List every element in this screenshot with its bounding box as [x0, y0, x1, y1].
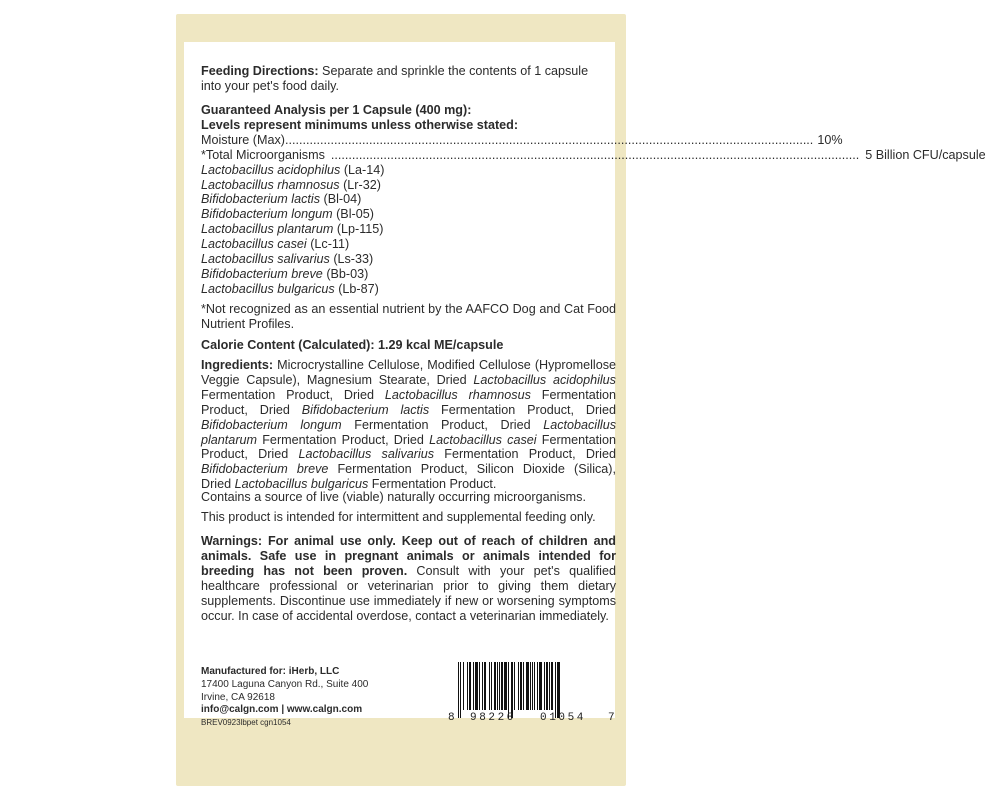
- ingredient-strain: Bifidobacterium lactis: [301, 402, 430, 417]
- feeding-text-line1: Separate and sprinkle the contents of 1 capsule: [318, 64, 589, 78]
- strain-code: (Ls-33): [333, 252, 374, 267]
- strain-code: (Bb-03): [326, 266, 369, 281]
- ingredients: [201, 358, 616, 492]
- strain-item: [201, 178, 616, 193]
- manufacturer-info: [201, 666, 441, 730]
- barcode-digits-group2: 01054: [540, 712, 587, 724]
- strain-name: Lactobacillus rhamnosus: [201, 177, 340, 192]
- ingredient-strain: Lactobacillus bulgaricus: [234, 477, 369, 492]
- strain-list: [201, 163, 616, 297]
- strain-item: [201, 282, 616, 297]
- ingredients-text: Fermentation Product, Dried: [434, 447, 616, 462]
- microorganisms-value: 5 Billion CFU/capsule: [865, 147, 986, 162]
- ingredient-strain: Lactobacillus acidophilus: [473, 372, 616, 387]
- upc-barcode: [448, 662, 618, 726]
- ingredient-strain: Lactobacillus casei: [429, 432, 537, 447]
- strain-item: [201, 252, 616, 267]
- strain-item: [201, 267, 616, 282]
- ingredients-text: Fermentation Product, Dried: [201, 387, 616, 417]
- dot-leader: .......................................................................................................................................................: [330, 147, 860, 162]
- strain-code: (Bl-04): [323, 192, 362, 207]
- strain-item: [201, 207, 616, 222]
- aafco-footnote: *Not recognized as an essential nutrient by the AAFCO Dog and Cat Food Nutrient Profiles.: [201, 302, 616, 331]
- manufacturer-address-line2: Irvine, CA 92618: [201, 691, 275, 703]
- moisture-label: Moisture (Max): [201, 132, 285, 147]
- feeding-text-line2: into your pet's food daily.: [201, 78, 339, 93]
- ingredients-text: Fermentation Product, Dried: [341, 417, 544, 432]
- strain-name: Lactobacillus casei: [201, 237, 307, 252]
- analysis-subtitle: Levels represent minimums unless otherwise stated:: [201, 117, 519, 132]
- strain-name: Lactobacillus salivarius: [201, 252, 330, 267]
- warnings: [201, 534, 616, 623]
- strain-name: Bifidobacterium lactis: [201, 192, 320, 207]
- feeding-use-note: This product is intended for intermittent and supplemental feeding only.: [201, 510, 596, 524]
- strain-item: [201, 222, 616, 237]
- strain-code: (Lb-87): [338, 281, 379, 296]
- ingredient-strain: Lactobacillus rhamnosus: [384, 387, 531, 402]
- barcode-bar: [560, 662, 561, 710]
- strain-name: Lactobacillus bulgaricus: [201, 281, 335, 296]
- ingredient-strain: Bifidobacterium breve: [201, 462, 329, 477]
- strain-code: (Lc-11): [310, 237, 350, 252]
- manufacturer-contact: info@calgn.com | www.calgn.com: [201, 704, 363, 716]
- ingredients-label: Ingredients:: [201, 358, 274, 372]
- ingredient-strain: Bifidobacterium longum: [201, 417, 342, 432]
- microorganisms-label: *Total Microorganisms: [201, 147, 325, 162]
- ingredient-strain: Lactobacillus plantarum: [201, 417, 616, 447]
- barcode-bars: [458, 662, 604, 710]
- ingredients-text: Fermentation Product.: [368, 477, 497, 492]
- moisture-row: [201, 132, 843, 148]
- warnings-bold: Warnings: For animal use only. Keep out of reach of children and animals. Safe use in pregnant animals or animals intended for breeding has not been proven.: [201, 534, 616, 578]
- moisture-value: 10%: [817, 132, 843, 147]
- live-microorganisms-note: Contains a source of live (viable) naturally occurring microorganisms.: [201, 490, 586, 504]
- barcode-digit-first: 8: [448, 712, 458, 724]
- feeding-directions: [201, 64, 616, 94]
- strain-name: Lactobacillus plantarum: [201, 222, 334, 237]
- feeding-label: Feeding Directions:: [201, 64, 319, 78]
- manufacturer-address-line1: 17400 Laguna Canyon Rd., Suite 400: [201, 678, 369, 690]
- dot-leader: .......................................................................................................................................................: [284, 132, 814, 147]
- ingredients-text: Fermentation Product, Silicon Dioxide (Silica), Dried: [201, 462, 616, 492]
- strain-item: [201, 192, 616, 207]
- calorie-content: Calorie Content (Calculated): 1.29 kcal ME/capsule: [201, 338, 504, 352]
- lot-code: BREV0923lbpet cgn1054: [201, 718, 291, 728]
- strain-code: (Bl-05): [336, 207, 374, 222]
- barcode-digit-last: 7: [608, 712, 618, 724]
- strain-name: Bifidobacterium breve: [201, 266, 323, 281]
- strain-code: (La-14): [343, 162, 385, 177]
- ingredients-text: Fermentation Product, Dried: [429, 402, 616, 417]
- analysis-title: Guaranteed Analysis per 1 Capsule (400 mg):: [201, 103, 472, 117]
- ingredients-text: Fermentation Product, Dried: [201, 432, 616, 462]
- barcode-digits-group1: 98220: [470, 712, 517, 724]
- warnings-text: Consult with your pet's qualified healthcare professional or veterinarian prior to giving them dietary supplements. Discontinue use immediately if new or worsening symptoms occur. In case of accidental overdose, contact a veterinarian immediately.: [201, 563, 616, 623]
- ingredients-text: Fermentation Product, Dried: [201, 387, 385, 402]
- microorganisms-row: [201, 147, 986, 163]
- strain-code: (Lp-115): [336, 222, 384, 237]
- ingredients-text: Fermentation Product, Dried: [257, 432, 430, 447]
- ingredient-strain: Lactobacillus salivarius: [298, 447, 435, 462]
- strain-code: (Lr-32): [343, 177, 381, 192]
- strain-name: Lactobacillus acidophilus: [201, 162, 341, 177]
- ingredients-text: Microcrystalline Cellulose, Modified Cellulose (Hypromellose Veggie Capsule), Magnesium Stearate, Dried: [201, 358, 616, 387]
- manufacturer-label: Manufactured for: iHerb, LLC: [201, 666, 340, 677]
- guaranteed-analysis: [201, 103, 986, 297]
- strain-item: [201, 163, 616, 178]
- strain-item: [201, 237, 616, 252]
- strain-name: Bifidobacterium longum: [201, 207, 333, 222]
